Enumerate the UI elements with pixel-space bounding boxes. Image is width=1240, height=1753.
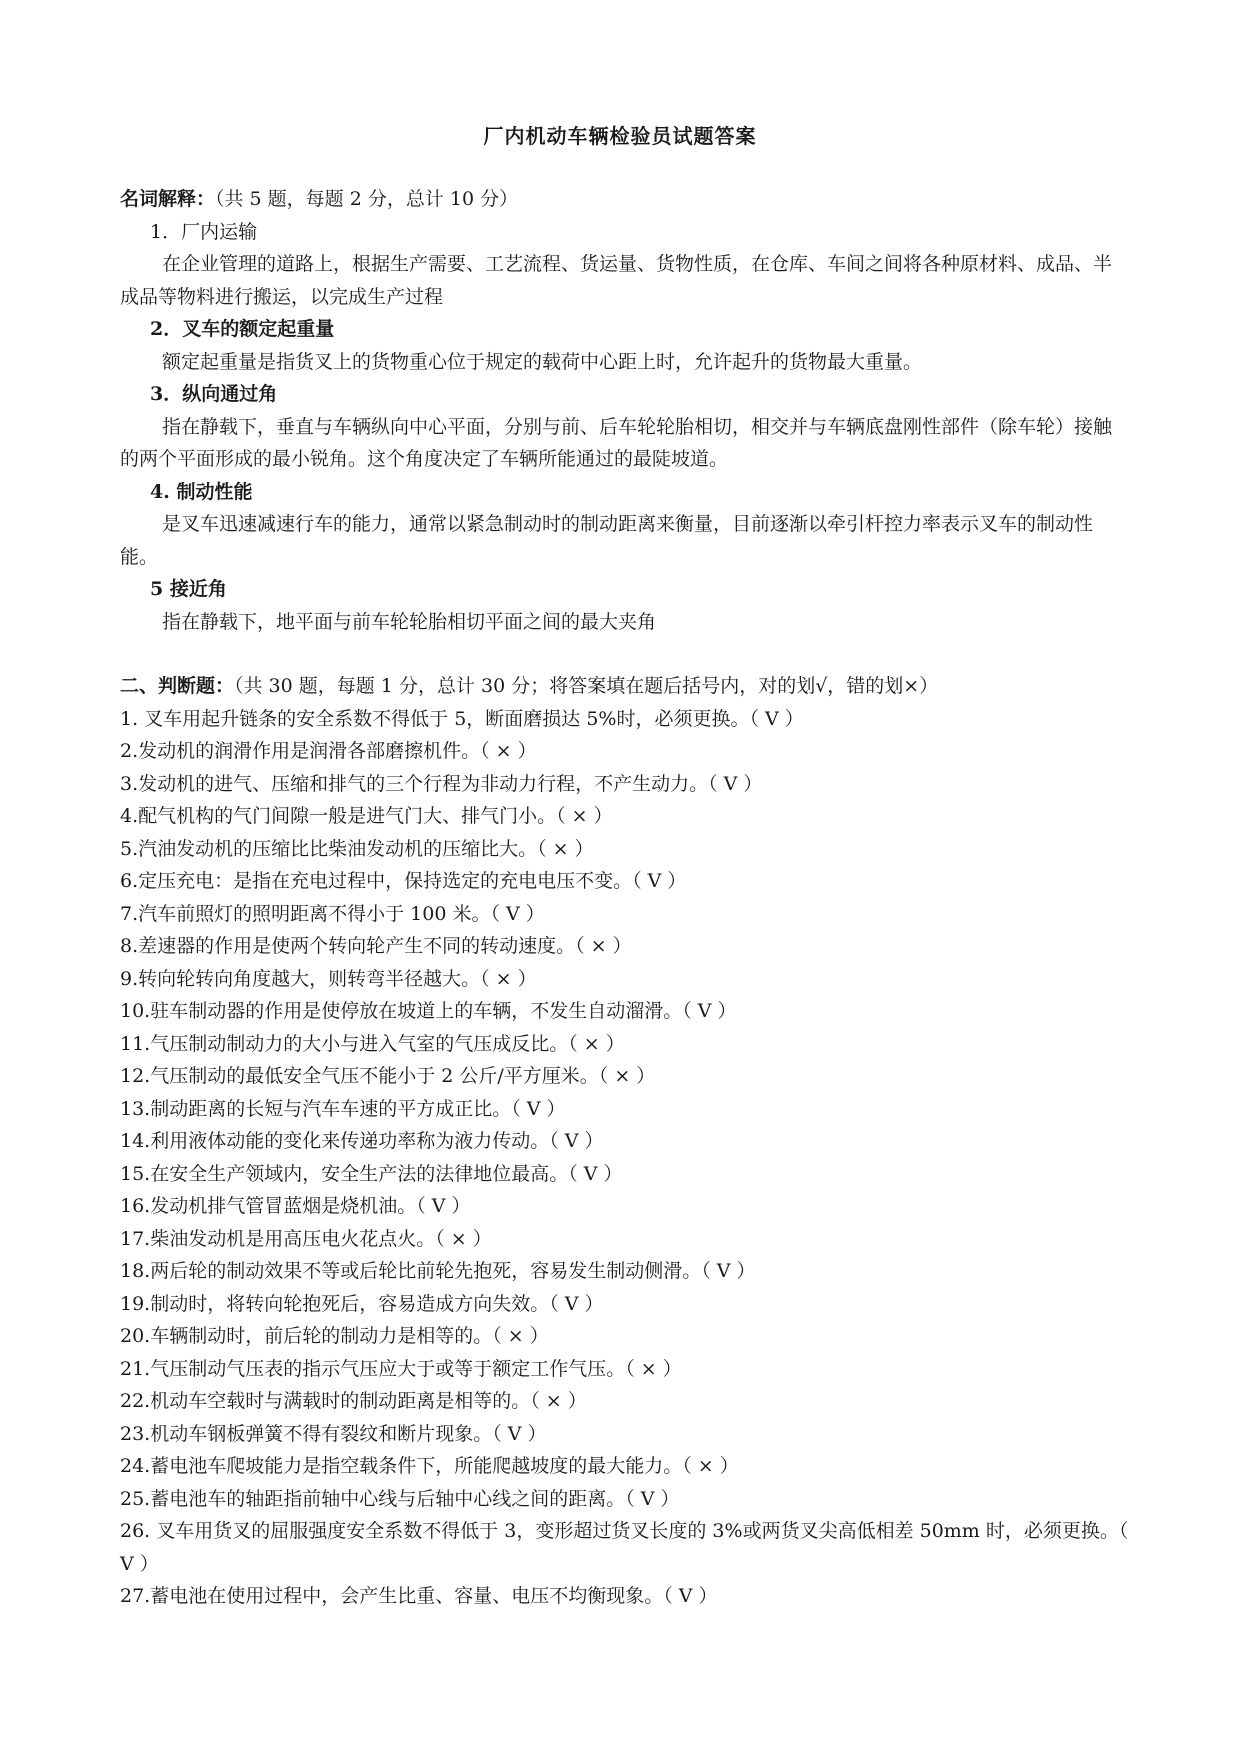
section2-header [120, 670, 1130, 703]
judgment-item-11: 11.气压制动制动力的大小与进入气室的气压成反比。（ × ） [120, 1032, 625, 1055]
judgment-item-18: 18.两后轮的制动效果不等或后轮比前轮先抱死，容易发生制动侧滑。（ V ） [120, 1260, 756, 1282]
document-title: 厂内机动车辆检验员试题答案 [483, 124, 757, 148]
judgment-item-21: 21.气压制动气压表的指示气压应大于或等于额定工作气压。（ × ） [120, 1357, 682, 1380]
judgment-item-7: 7.汽车前照灯的照明距离不得小于 100 米。（ V ） [120, 902, 545, 925]
definition-5: 指在静载下，地平面与前车轮轮胎相切平面之间的最大夹角 [162, 610, 657, 633]
term-2: 2．叉车的额定起重量 [150, 318, 335, 340]
term-5: 5 接近角 [150, 578, 227, 600]
judgment-item-25: 25.蓄电池车的轴距指前轴中心线与后轴中心线之间的距离。（ V ） [120, 1487, 680, 1510]
definition-4: 是叉车迅速减速行车的能力，通常以紧急制动时的制动距离来衡量，目前逐渐以牵引杆控力率表示叉车的制动性能。 [120, 513, 1094, 568]
judgment-item-14: 14.利用液体动能的变化来传递功率称为液力传动。（ V ） [120, 1130, 604, 1152]
judgment-item-13: 13.制动距离的长短与汽车车速的平方成正比。（ V ） [120, 1097, 566, 1120]
judgment-item-20: 20.车辆制动时，前后轮的制动力是相等的。（ × ） [120, 1325, 549, 1347]
term-4: 4. 制动性能 [150, 480, 253, 503]
judgment-item-15: 15.在安全生产领域内，安全生产法的法律地位最高。（ V ） [120, 1162, 623, 1185]
term-1: 1．厂内运输 [150, 220, 258, 243]
judgment-item-26: 26. 叉车用货叉的屈服强度安全系数不得低于 3，变形超过货叉长度的 3%或两货叉尖高低相差 50mm 时，必须更换。（ V ） [120, 1520, 1129, 1575]
judgment-item-17: 17.柴油发动机是用高压电火花点火。（ × ） [120, 1227, 492, 1250]
judgment-item-16: 16.发动机排气管冒蓝烟是烧机油。（ V ） [120, 1195, 471, 1217]
judgment-item-2: 2.发动机的润滑作用是润滑各部磨擦机件。（ × ） [120, 740, 537, 762]
judgment-item-27: 27.蓄电池在使用过程中，会产生比重、容量、电压不均衡现象。（ V ） [120, 1585, 718, 1607]
definition-1: 在企业管理的道路上，根据生产需要、工艺流程、货运量、货物性质，在仓库、车间之间将各种原材料、成品、半成品等物料进行搬运，以完成生产过程 [120, 253, 1113, 308]
judgment-item-12: 12.气压制动的最低安全气压不能小于 2 公斤/平方厘米。（ × ） [120, 1065, 656, 1087]
definition-3: 指在静载下，垂直与车辆纵向中心平面，分别与前、后车轮轮胎相切，相交并与车辆底盘刚性部件（除车轮）接触的两个平面形成的最小锐角。这个角度决定了车辆所能通过的最陡坡道。 [120, 415, 1113, 470]
document-body [120, 183, 1130, 1613]
judgment-item-22: 22.机动车空载时与满载时的制动距离是相等的。（ × ） [120, 1390, 587, 1412]
judgment-item-4: 4.配气机构的气门间隙一般是进气门大、排气门小。（ × ） [120, 805, 613, 827]
section2-note: （共 30 题，每题 1 分，总计 30 分；将答案填在题后括号内，对的划√，错的划×） [234, 675, 939, 697]
term-3: 3．纵向通过角 [150, 383, 278, 405]
section-gap [120, 638, 1130, 670]
judgment-item-23: 23.机动车钢板弹簧不得有裂纹和断片现象。（ V ） [120, 1422, 547, 1445]
judgment-item-3: 3.发动机的进气、压缩和排气的三个行程为非动力行程，不产生动力。（ V ） [120, 772, 763, 795]
section2-heading: 二、判断题： [120, 675, 235, 697]
judgment-item-6: 6.定压充电：是指在充电过程中，保持选定的充电电压不变。（ V ） [120, 870, 687, 892]
section1-heading: 名词解释： [120, 188, 216, 210]
judgment-item-8: 8.差速器的作用是使两个转向轮产生不同的转动速度。（ × ） [120, 935, 632, 957]
section1-note: （共 5 题，每题 2 分，总计 10 分） [215, 188, 519, 210]
section1-header [120, 183, 1130, 216]
definition-2: 额定起重量是指货叉上的货物重心位于规定的载荷中心距上时，允许起升的货物最大重量。 [162, 350, 923, 373]
judgment-item-10: 10.驻车制动器的作用是使停放在坡道上的车辆，不发生自动溜滑。（ V ） [120, 1000, 737, 1022]
judgment-item-9: 9.转向轮转向角度越大，则转弯半径越大。（ × ） [120, 967, 537, 990]
judgment-item-24: 24.蓄电池车爬坡能力是指空载条件下，所能爬越坡度的最大能力。（ × ） [120, 1455, 739, 1477]
judgment-item-1: 1. 叉车用起升链条的安全系数不得低于 5，断面磨损达 5%时，必须更换。（ V ） [120, 707, 804, 730]
judgment-item-5: 5.汽油发动机的压缩比比柴油发动机的压缩比大。（ × ） [120, 837, 594, 860]
judgment-item-19: 19.制动时，将转向轮抱死后，容易造成方向失效。（ V ） [120, 1292, 604, 1315]
